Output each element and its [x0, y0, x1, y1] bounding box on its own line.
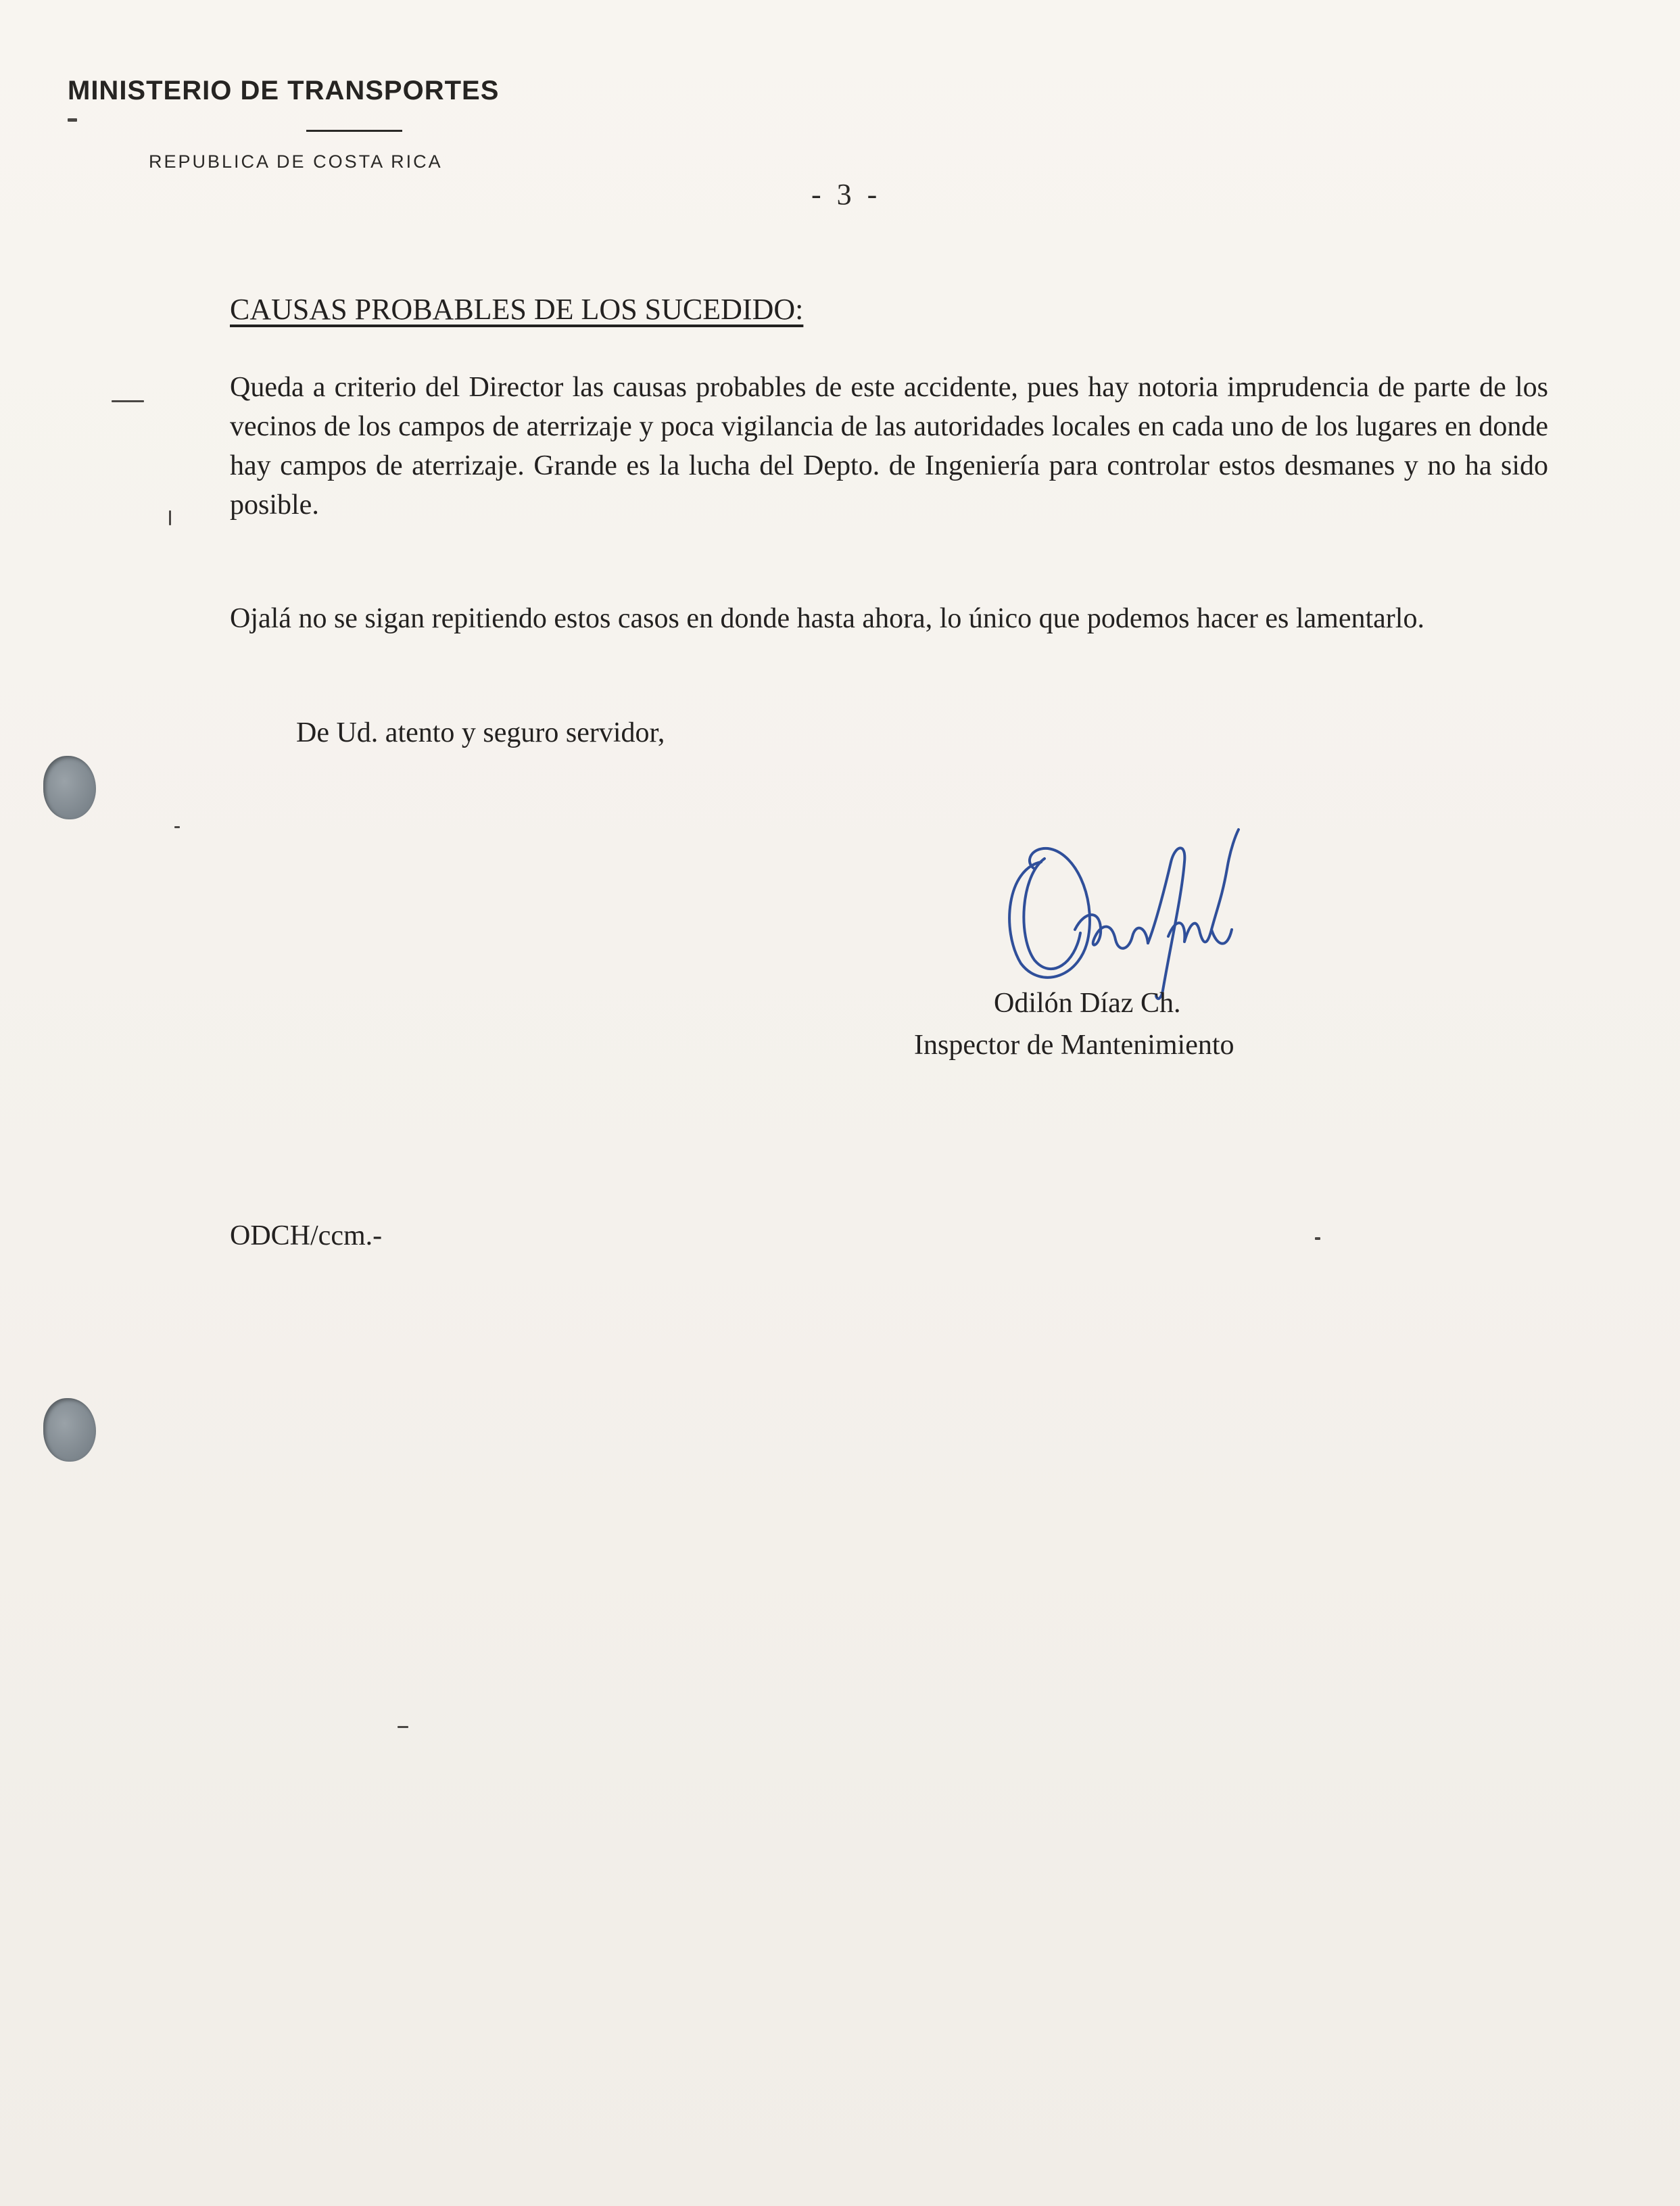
signer-title: Inspector de Mantenimiento [914, 1030, 1234, 1061]
paper-speck [1315, 1237, 1320, 1240]
closing-line: De Ud. atento y seguro servidor, [296, 717, 665, 748]
paper-speck [112, 400, 144, 402]
paper-speck [68, 118, 77, 122]
page-number: - 3 - [811, 178, 882, 211]
paper-speck [169, 510, 171, 525]
punch-hole [43, 756, 96, 819]
letterhead [68, 76, 554, 172]
punch-hole [43, 1398, 96, 1462]
body-paragraph-2: Ojalá no se sigan repitiendo estos casos en donde hasta ahora, lo único que podemos hacer es lamentarlo. [230, 603, 1424, 634]
body-paragraph-1: Queda a criterio del Director las causas probables de este accidente, pues hay notoria imprudencia de parte de los vecinos de los campos de aterrizaje y poca vigilancia de las autoridades locales en cada uno de los lugares en donde hay campos de aterrizaje. Grande es la lucha del Depto. de Ingeniería para controlar estos desmanes y no ha sido posible. [230, 372, 1548, 521]
country-name: REPUBLICA DE COSTA RICA [149, 151, 443, 172]
paper-speck [398, 1726, 408, 1728]
paper-speck [174, 826, 180, 828]
section-heading: CAUSAS PROBABLES DE LOS SUCEDIDO: [230, 293, 804, 326]
ministry-name: MINISTERIO DE TRANSPORTES [68, 76, 500, 105]
handwritten-signature [994, 821, 1305, 1011]
letterhead-rule [306, 130, 402, 132]
signer-name: Odilón Díaz Ch. [994, 988, 1181, 1019]
reference-initials: ODCH/ccm.- [230, 1220, 383, 1251]
